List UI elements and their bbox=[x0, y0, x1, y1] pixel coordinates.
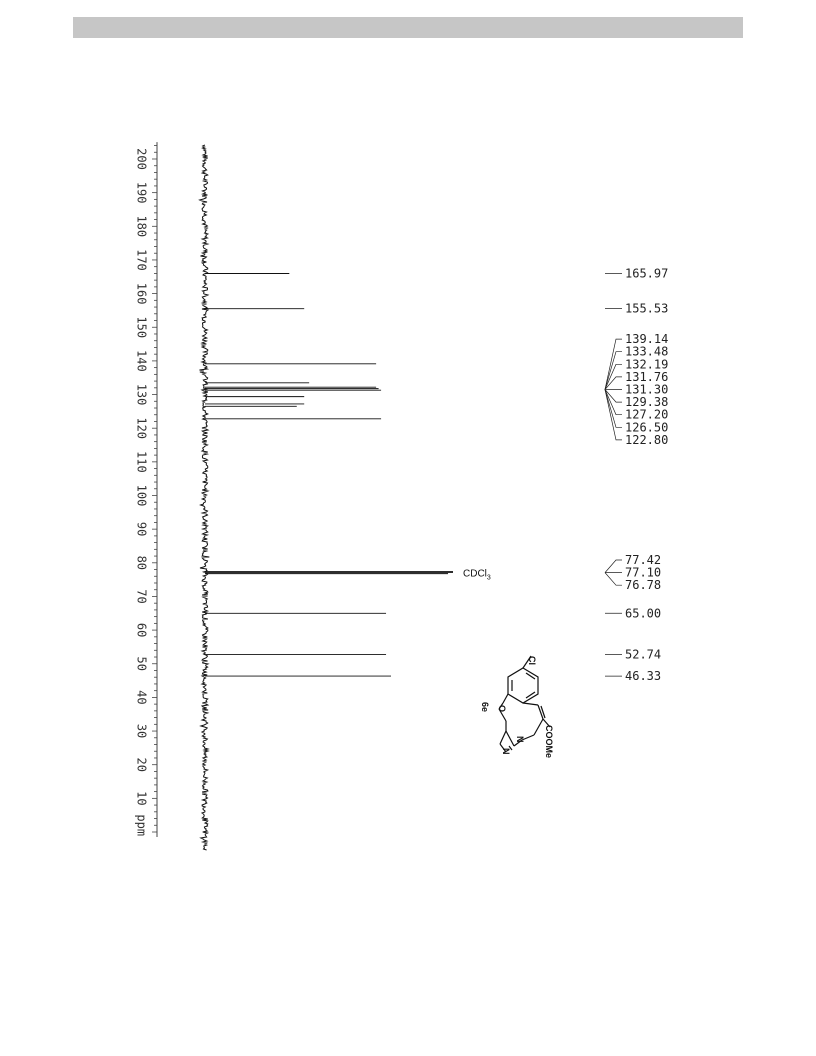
peak-label: 122.80 bbox=[625, 432, 669, 447]
peak-labels bbox=[605, 267, 668, 684]
peak-label: 127.20 bbox=[625, 407, 669, 422]
peak-label: 76.78 bbox=[625, 578, 662, 593]
peak-label: 65.00 bbox=[625, 606, 662, 621]
spectrum-peaks bbox=[205, 274, 453, 677]
tick-label: 40 bbox=[134, 690, 149, 705]
peak-label: 52.74 bbox=[625, 647, 662, 662]
peak-label: 131.76 bbox=[625, 369, 669, 384]
solvent-label bbox=[463, 569, 491, 582]
tick-label: 110 bbox=[134, 451, 149, 473]
tick-label: 190 bbox=[134, 181, 149, 204]
peak-label: 129.38 bbox=[625, 395, 669, 410]
tick-label: 130 bbox=[134, 383, 149, 406]
peak-label: 165.97 bbox=[625, 266, 669, 281]
baseline-noise bbox=[200, 145, 210, 850]
peak-label-single bbox=[605, 302, 668, 316]
tick-label: 10 bbox=[134, 791, 149, 806]
tick-label: 160 bbox=[134, 282, 149, 305]
tick-label: 90 bbox=[134, 521, 149, 537]
tick-label: 150 bbox=[134, 316, 149, 339]
ppm-axis bbox=[135, 142, 158, 837]
tick-label: 80 bbox=[134, 555, 149, 571]
tick-label: 60 bbox=[134, 622, 149, 638]
axis-unit-label: ppm bbox=[134, 814, 149, 837]
tick-label: 100 bbox=[134, 484, 149, 507]
molecule-structure-6e bbox=[480, 656, 554, 758]
peak-label-single bbox=[605, 648, 661, 662]
peak-label: 155.53 bbox=[625, 301, 669, 316]
atom-label-cl: Cl bbox=[527, 656, 537, 665]
tick-label: 20 bbox=[134, 757, 149, 772]
tick-label: 200 bbox=[134, 148, 149, 170]
solvent-annotation bbox=[463, 569, 491, 582]
atom-label-n1: N bbox=[515, 736, 525, 743]
peak-label-single bbox=[605, 267, 668, 281]
peak-label-single bbox=[605, 606, 661, 620]
atom-label-n2: N bbox=[501, 748, 511, 755]
atom-label-o: O bbox=[497, 705, 507, 713]
peak-label: 131.30 bbox=[625, 382, 669, 397]
spectrum-baseline bbox=[200, 145, 210, 850]
label-leader bbox=[605, 573, 622, 586]
label-leader bbox=[605, 560, 622, 573]
solvent-label-main: CDCl bbox=[463, 568, 487, 580]
solvent-label-subscript: 3 bbox=[486, 574, 491, 582]
tick-label: 180 bbox=[134, 215, 149, 238]
peak-label: 133.48 bbox=[625, 344, 669, 359]
tick-label: 170 bbox=[134, 249, 149, 271]
benzene-ring bbox=[508, 668, 538, 703]
peak-label: 126.50 bbox=[625, 420, 669, 435]
tick-label: 70 bbox=[134, 589, 149, 604]
compound-id: 6e bbox=[480, 702, 490, 713]
peak-label: 77.10 bbox=[625, 565, 662, 580]
peak-label-single bbox=[605, 669, 661, 683]
tick-label: 50 bbox=[134, 656, 149, 671]
peak-label-group bbox=[605, 332, 668, 447]
peak-label: 132.19 bbox=[625, 357, 669, 372]
peak-label: 139.14 bbox=[625, 332, 669, 347]
atom-label-ester: COOMe bbox=[544, 725, 554, 759]
tick-label: 30 bbox=[134, 723, 149, 739]
peak-label-group bbox=[605, 553, 661, 592]
tick-label: 140 bbox=[134, 350, 149, 372]
peak-label: 77.42 bbox=[625, 552, 662, 567]
peak-label: 46.33 bbox=[625, 669, 662, 684]
tick-label: 120 bbox=[134, 417, 149, 440]
